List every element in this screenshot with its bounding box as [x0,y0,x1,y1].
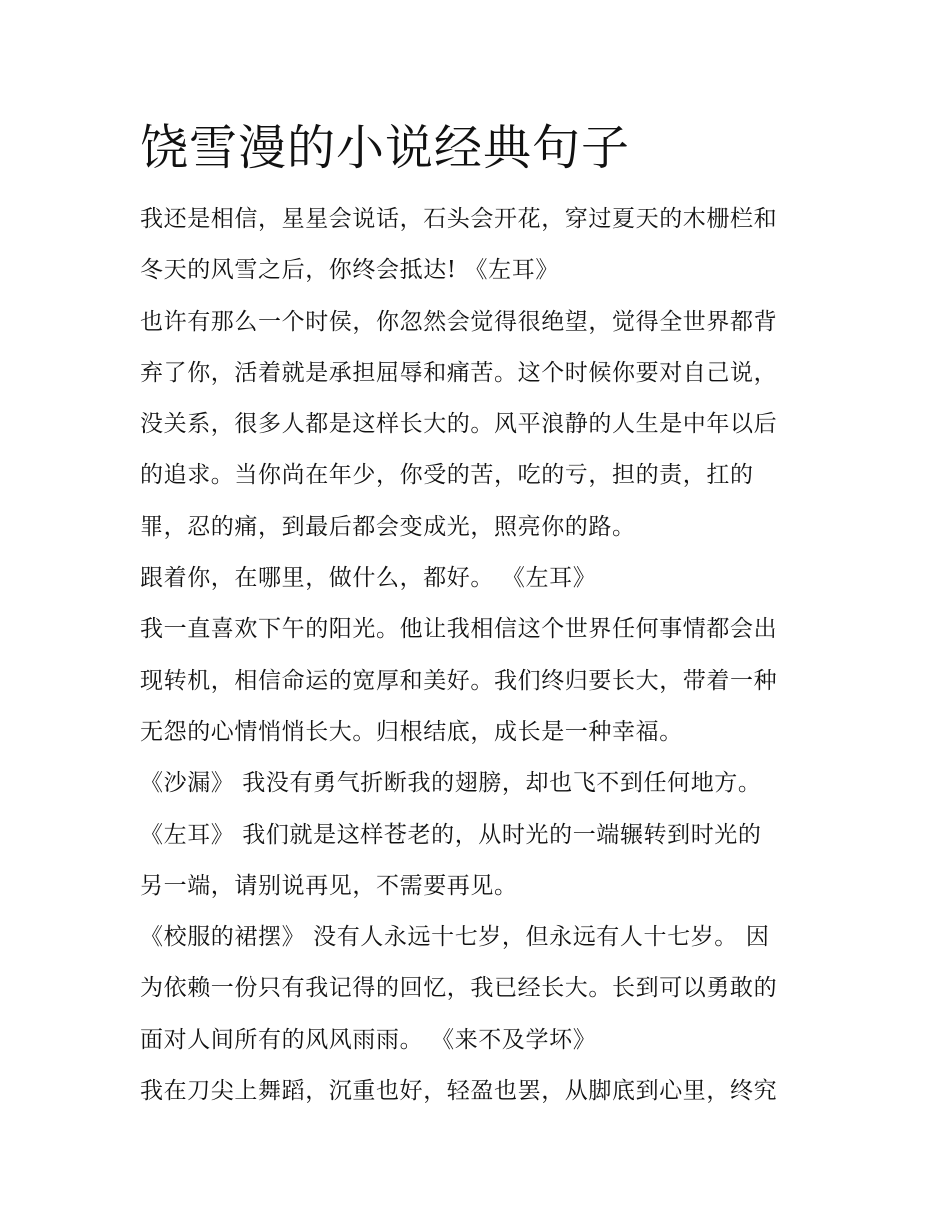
text-line: 为依赖一份只有我记得的回忆，我已经长大。长到可以勇敢的 [140,975,778,1002]
document-title: 饶雪漫的小说经典句子 [140,120,631,176]
text-line: 没关系，很多人都是这样长大的。风平浪静的人生是中年以后 [140,411,778,438]
text-line: 无怨的心情悄悄长大。归根结底，成长是一种幸福。 [140,718,683,745]
document-page [140,112,820,1117]
text-line: 我还是相信，星星会说话，石头会开花，穿过夏天的木栅栏和 [140,206,778,232]
document-body [140,194,820,1117]
text-line: 《校服的裙摆》 没有人永远十七岁，但永远有人十七岁。 因 [140,924,770,951]
text-line: 另一端，请别说再见，不需要再见。 [140,872,518,899]
text-line: 弃了你，活着就是承担屈辱和痛苦。这个时候你要对自己说， [140,359,778,386]
text-line: 我一直喜欢下午的阳光。他让我相信这个世界任何事情都会出 [140,616,778,643]
text-line: 跟着你，在哪里，做什么，都好。 《左耳》 [140,565,597,592]
text-line: 的追求。当你尚在年少，你受的苦，吃的亏，担的责，扛的 [140,462,754,489]
text-line: 面对人间所有的风风雨雨。 《来不及学坏》 [140,1026,597,1053]
text-line: 现转机，相信命运的宽厚和美好。我们终归要长大，带着一种 [140,667,778,694]
text-line: 冬天的风雪之后，你终会抵达! 《左耳》 [140,257,559,284]
text-line: 我在刀尖上舞蹈，沉重也好，轻盈也罢，从脚底到心里，终究 [140,1078,778,1105]
text-line: 也许有那么一个时侯，你忽然会觉得很绝望，觉得全世界都背 [140,308,778,335]
text-line: 罪，忍的痛，到最后都会变成光，照亮你的路。 [140,513,636,540]
text-line: 《左耳》 我们就是这样苍老的，从时光的一端辗转到时光的 [140,821,762,848]
text-line: 《沙漏》 我没有勇气折断我的翅膀，却也飞不到任何地方。 [140,770,762,797]
